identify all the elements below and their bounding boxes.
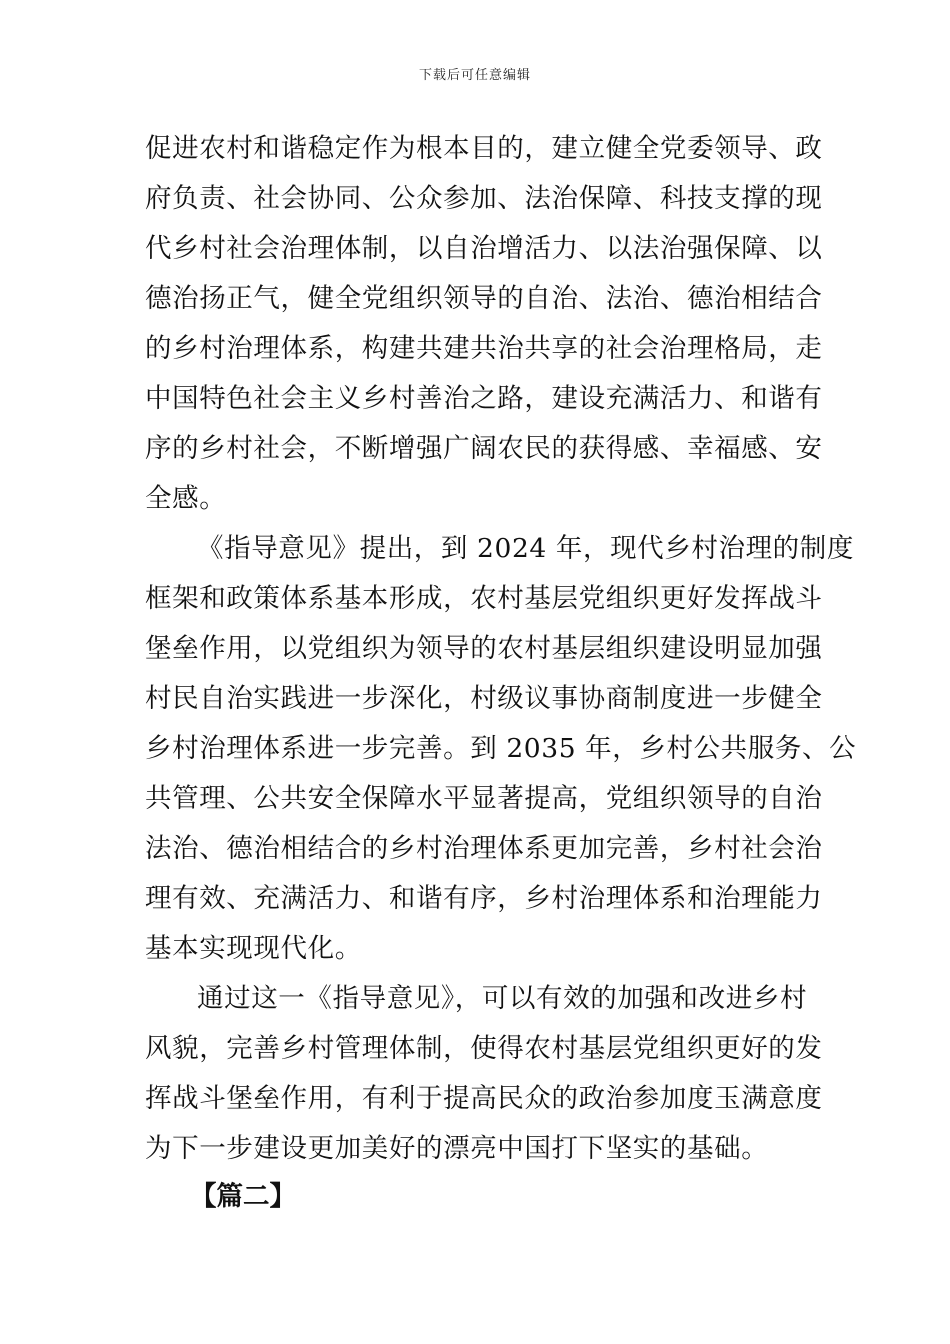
text-line: 府负责、社会协同、公众参加、法治保障、科技支撑的现 (145, 183, 823, 214)
text-line: 全感。 (145, 483, 227, 514)
text-line: 基本实现现代化。 (145, 933, 362, 964)
text-line: 风貌，完善乡村管理体制，使得农村基层党组织更好的发 (145, 1033, 823, 1064)
text-line: 共管理、公共安全保障水平显著提高，党组织领导的自治 (145, 783, 823, 814)
text-line: 促进农村和谐稳定作为根本目的，建立健全党委领导、政 (145, 133, 823, 164)
text-line: 的乡村治理体系，构建共建共治共享的社会治理格局，走 (145, 333, 823, 364)
text-line: 通过这一《指导意见》，可以有效的加强和改进乡村 (197, 983, 808, 1014)
text-line: 理有效、充满活力、和谐有序，乡村治理体系和治理能力 (145, 883, 823, 914)
text-line: 村民自治实践进一步深化，村级议事协商制度进一步健全 (145, 683, 823, 714)
paragraph-2 (145, 524, 857, 974)
text-line: 堡垒作用，以党组织为领导的农村基层组织建设明显加强 (145, 633, 823, 664)
paragraph-1 (145, 124, 823, 524)
text-line: 为下一步建设更加美好的漂亮中国打下坚实的基础。 (145, 1133, 769, 1164)
section-heading: 【篇二】 (190, 1181, 296, 1212)
text-line: 代乡村社会治理体制，以自治增活力、以法治强保障、以 (145, 233, 823, 264)
document-body (145, 124, 857, 1174)
text-line: 乡村治理体系进一步完善。到 2035 年，乡村公共服务、公 (145, 733, 857, 764)
page-header-note: 下载后可任意编辑 (418, 68, 531, 83)
paragraph-3 (145, 974, 823, 1174)
text-line: 框架和政策体系基本形成，农村基层党组织更好发挥战斗 (145, 583, 823, 614)
text-line: 序的乡村社会，不断增强广阔农民的获得感、幸福感、安 (145, 433, 823, 464)
text-line: 中国特色社会主义乡村善治之路，建设充满活力、和谐有 (145, 383, 823, 414)
text-line: 挥战斗堡垒作用，有利于提高民众的政治参加度玉满意度 (145, 1083, 823, 1114)
text-line: 德治扬正气，健全党组织领导的自治、法治、德治相结合 (145, 283, 823, 314)
text-line: 《指导意见》提出，到 2024 年，现代乡村治理的制度 (197, 533, 854, 564)
text-line: 法治、德治相结合的乡村治理体系更加完善，乡村社会治 (145, 833, 823, 864)
